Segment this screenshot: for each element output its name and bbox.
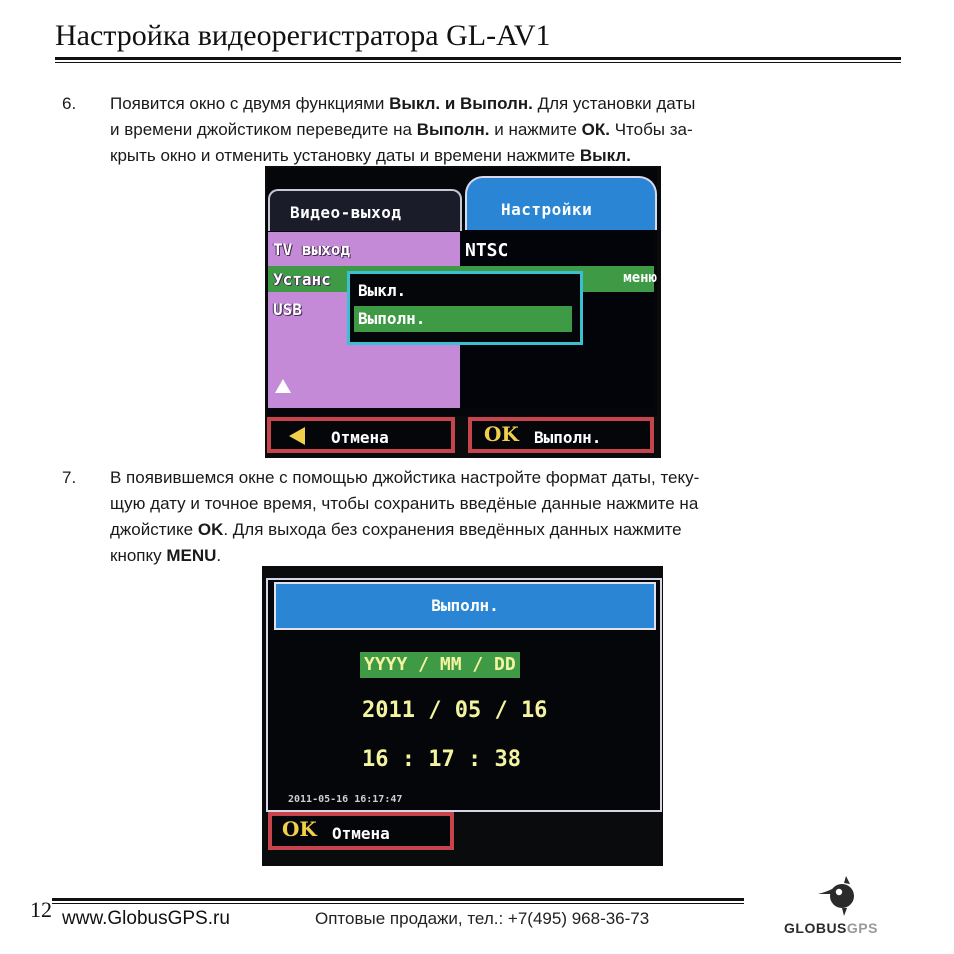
row-setup[interactable]: Устанс xyxy=(273,270,331,289)
ok-label: OK xyxy=(484,422,519,446)
step-emphasis: OK xyxy=(197,520,224,539)
tab-video-out[interactable] xyxy=(268,189,462,231)
row-usb[interactable]: USB xyxy=(273,300,302,319)
footer-rule-thin xyxy=(52,903,744,904)
step-text xyxy=(110,465,900,569)
step-run: В появившемся окне с помощью джойстика настройте формат даты, теку- xyxy=(110,468,700,487)
sales-contact: Оптовые продажи, тел.: +7(495) 968-36-73 xyxy=(315,909,650,928)
step-run: щую дату и точное время, чтобы сохранить введёные данные нажмите на xyxy=(110,494,699,513)
page-title: Настройка видеорегистратора GL-AV1 xyxy=(55,19,551,52)
step-run: Для установки даты xyxy=(532,94,696,113)
step-run: кнопку xyxy=(110,546,167,565)
ok-button[interactable] xyxy=(468,417,654,453)
step-line xyxy=(110,491,900,517)
header-rule xyxy=(55,57,901,60)
ok-label: OK xyxy=(282,817,317,841)
scroll-up-icon xyxy=(275,379,291,393)
footer-rule xyxy=(52,898,744,901)
website-link[interactable]: www.GlobusGPS.ru xyxy=(62,908,230,929)
value-ntsc: NTSC xyxy=(465,240,509,261)
confirm-popup xyxy=(347,271,583,345)
step-emphasis: MENU xyxy=(166,546,217,565)
tab-settings[interactable] xyxy=(465,176,657,230)
step-text xyxy=(110,91,900,169)
execute-label: Выполн. xyxy=(534,428,602,447)
arrow-left-icon xyxy=(289,427,305,445)
step-emphasis: Выкл. и Выполн. xyxy=(389,94,533,113)
step-number: 6. xyxy=(62,94,77,113)
date-format-field[interactable]: YYYY / MM / DD xyxy=(360,652,520,678)
step-run: . xyxy=(216,546,222,565)
step-emphasis: Выкл. xyxy=(579,146,631,165)
tab-label: Видео-выход xyxy=(290,203,402,222)
ok-cancel-button[interactable] xyxy=(268,812,454,850)
step-run: и нажмите xyxy=(489,120,582,139)
step-run: Появится окно с двумя функциями xyxy=(110,94,390,113)
step-line xyxy=(110,91,900,117)
step-line xyxy=(110,517,900,543)
step-run: Чтобы за- xyxy=(609,120,693,139)
header-rule-thin xyxy=(55,62,901,63)
timestamp-overlay: 2011-05-16 16:17:47 xyxy=(288,794,403,805)
tab-label: Настройки xyxy=(501,200,593,219)
globus-logo-text: GLOBUSGPS xyxy=(784,920,878,936)
row-tv-out[interactable]: TV выход xyxy=(273,240,351,259)
globus-logo-icon xyxy=(816,872,862,918)
cancel-label: Отмена xyxy=(331,428,389,447)
popup-item-execute[interactable]: Выполн. xyxy=(354,306,572,332)
screen-photo-menu xyxy=(265,166,661,458)
popup-item-off[interactable]: Выкл. xyxy=(358,281,407,300)
dialog-titlebar xyxy=(274,582,656,630)
step-emphasis: Выполн. xyxy=(416,120,490,139)
step-run: и времени джойстиком переведите на xyxy=(110,120,417,139)
step-emphasis: ОК. xyxy=(581,120,610,139)
cancel-label: Отмена xyxy=(332,824,390,843)
screen-photo-datetime xyxy=(262,566,663,866)
step-run: джойстике xyxy=(110,520,198,539)
step-line xyxy=(110,465,900,491)
step-run: крыть окно и отменить установку даты и времени нажмите xyxy=(110,146,580,165)
step-line xyxy=(110,117,900,143)
date-field[interactable]: 2011 / 05 / 16 xyxy=(362,698,548,723)
dialog-title: Выполн. xyxy=(431,596,499,615)
page-number: 12 xyxy=(30,897,52,922)
time-field[interactable]: 16 : 17 : 38 xyxy=(362,747,521,772)
step-run: . Для выхода без сохранения введённых данных нажмите xyxy=(223,520,682,539)
step-number: 7. xyxy=(62,468,77,487)
value-menu: меню xyxy=(623,270,657,286)
cancel-button[interactable] xyxy=(267,417,455,453)
